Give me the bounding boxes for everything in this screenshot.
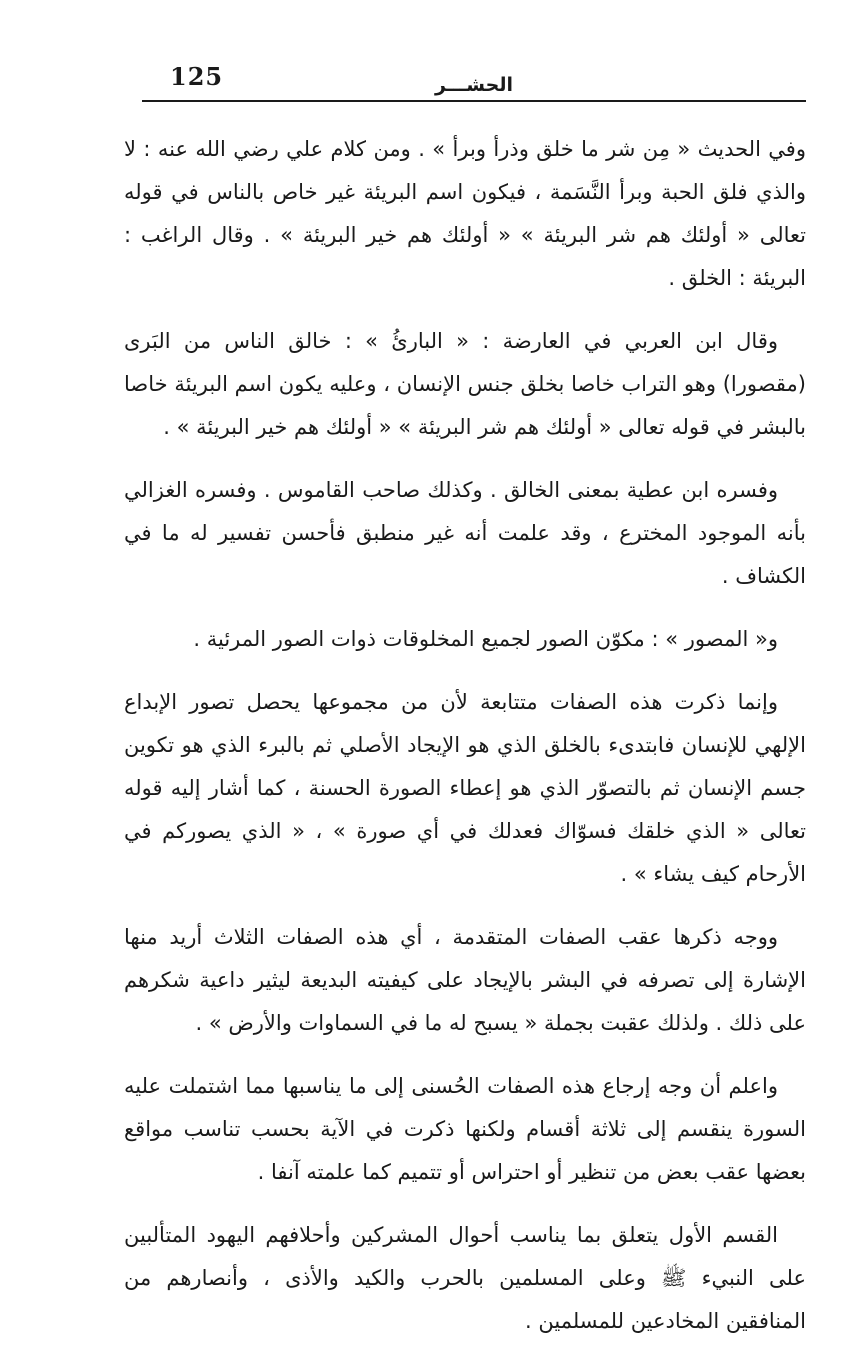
paragraph-ibn-arabi: وقال ابن العربي في العارضة : « البارئُ » : خالق الناس من البَرى (مقصورا) وهو التراب خاصا بخلق جنس الإنسان ، وعليه يكون اسم البريئة خاصا بالبشر في قوله تعالى « أولئك هم شر البريئة » « أولئك هم خير البريئة » .	[124, 329, 806, 439]
paragraph-reason: ووجه ذكرها عقب الصفات المتقدمة ، أي هذه الصفات الثلاث أريد منها الإشارة إلى تصرفه في البشر بالإيجاد على كيفيته البديعة ليثير داعية شكرهم على ذلك . ولذلك عقبت بجملة « يسبح له ما في السماوات والأرض » .	[124, 925, 806, 1035]
page-number: 125	[170, 62, 224, 91]
running-title: الحشـــر	[435, 74, 513, 96]
paragraph-first-section: القسم الأول يتعلق بما يناسب أحوال المشركين وأحلافهم اليهود المتألبين على النبيء ﷺ وعلى المسلمين بالحرب والكيد والأذى ، وأنصارهم من المنافقين المخادعين للمسلمين .	[124, 1223, 806, 1333]
paragraph-musawwir: و« المصور » : مكوّن الصور لجميع المخلوقات ذوات الصور المرئية .	[193, 627, 778, 651]
paragraph-ibn-atiyya: وفسره ابن عطية بمعنى الخالق . وكذلك صاحب القاموس . وفسره الغزالي بأنه الموجود المخترع ، وقد علمت أنه غير منطبق فأحسن تفسير له ما في الكشاف .	[124, 478, 806, 588]
page-body	[124, 128, 806, 1363]
paragraph-sequence: وإنما ذكرت هذه الصفات متتابعة لأن من مجموعها يحصل تصور الإبداع الإلهي للإنسان فابتدىء بالخلق الذي هو الإيجاد الأصلي ثم بالبرء الذي هو تكوين جسم الإنسان ثم بالتصوّر الذي هو إعطاء الصورة الحسنة ، كما أشار إليه قوله تعالى « الذي خلقك فسوّاك فعدلك في أي صورة » ، « الذي يصوركم في الأرحام كيف يشاء » .	[124, 690, 806, 886]
page-header	[142, 60, 806, 102]
paragraph-hadith: وفي الحديث « مِن شر ما خلق وذرأ وبرأ » . ومن كلام علي رضي الله عنه : لا والذي فلق الحبة وبرأ النَّسَمة ، فيكون اسم البريئة غير خاص بالناس في قوله تعالى « أولئك هم شر البريئة » « أولئك هم خير البريئة » . وقال الراغب : البريئة : الخلق .	[124, 137, 806, 290]
paragraph-division: واعلم أن وجه إرجاع هذه الصفات الحُسنى إلى ما يناسبها مما اشتملت عليه السورة ينقسم إلى ثلاثة أقسام ولكنها ذكرت في الآية بحسب تناسب مواقع بعضها عقب بعض من تنظير أو احتراس أو تتميم كما علمته آنفا .	[124, 1074, 806, 1184]
